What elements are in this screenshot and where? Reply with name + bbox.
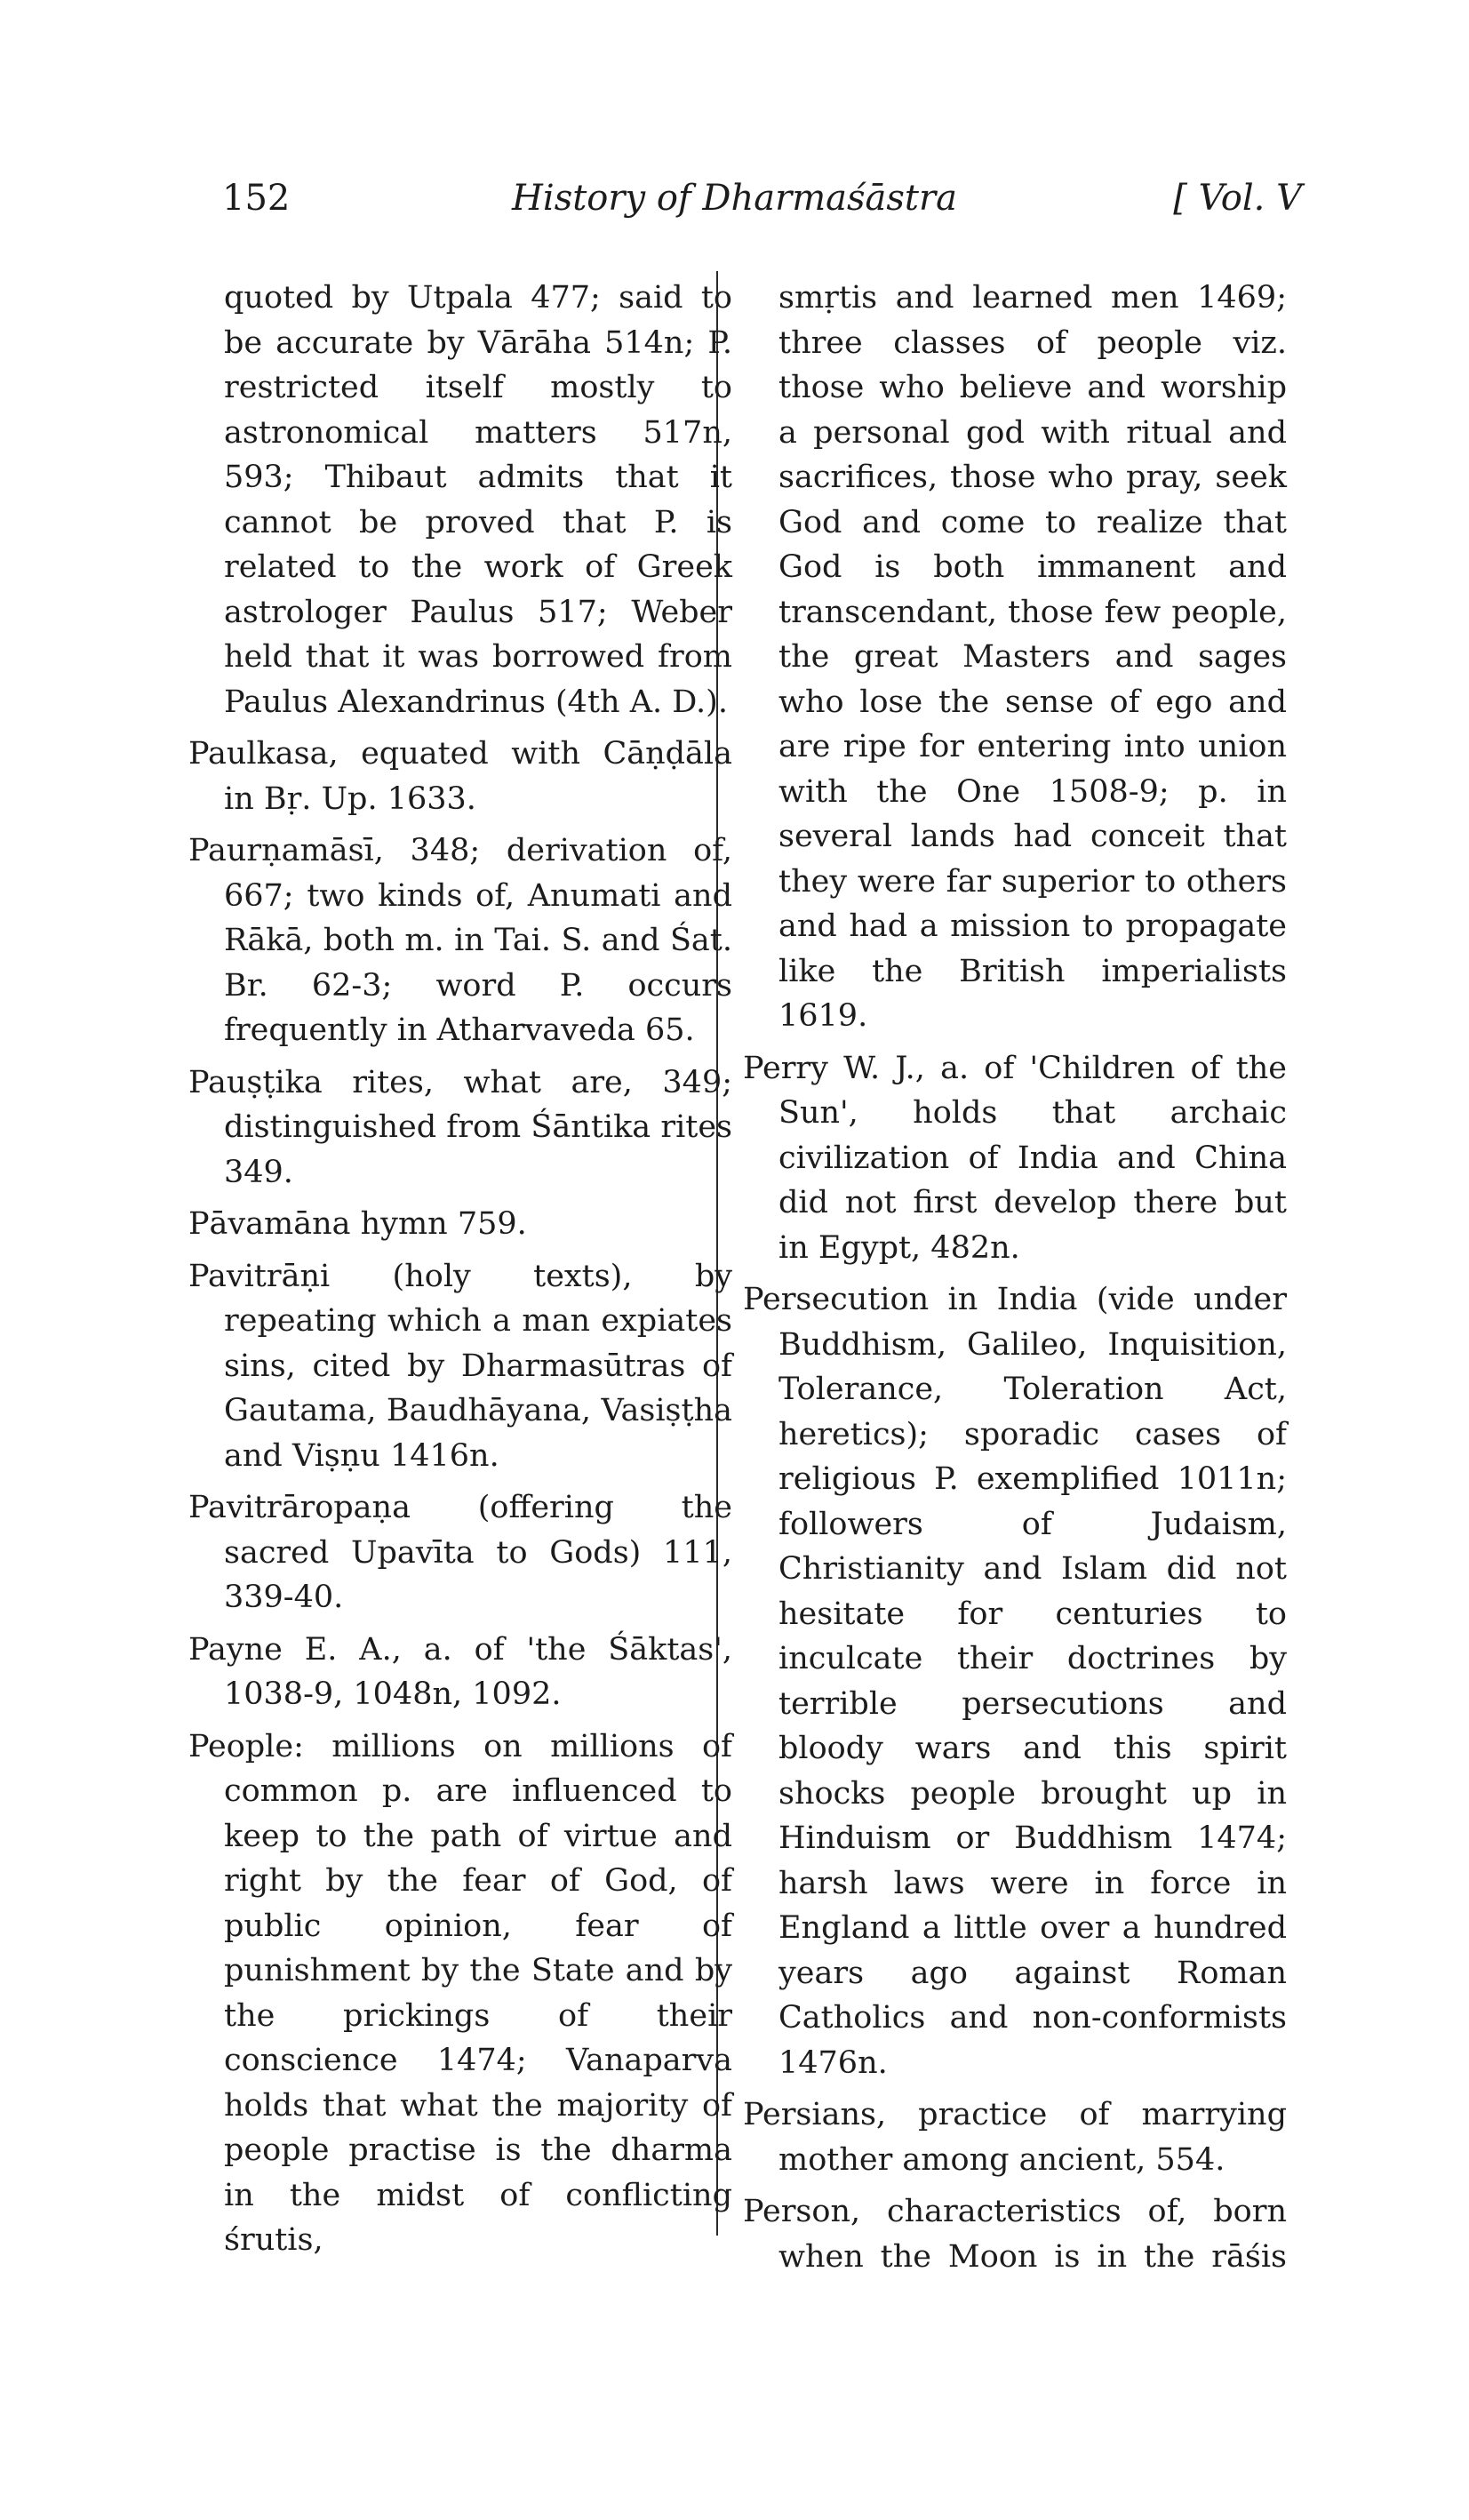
index-entry: Pavitrāropaṇa (offering the sacred Upavīta to Gods) 111, 339-40. [188, 1490, 732, 1615]
volume-label: [ Vol. V [1173, 178, 1302, 219]
index-entry: Payne E. A., a. of 'the Śāktas', 1038-9, 1048n, 1092. [188, 1631, 732, 1712]
index-entry: smṛtis and learned men 1469; three classes of people viz. those who believe and worship a personal god with ritual and sacrifices, those who pray, seek God and come to realize that God is both immanent and transcendant, those few people, the great Masters and sages who lose the sense of ego and are ripe for entering into union with the One 1508-9; p. in several lands had conceit that they were far superior to others and had a mission to propagate like the British imperialists 1619. [778, 280, 1287, 1034]
left-column [188, 276, 732, 2270]
index-entry: Pāvamāna hymn 759. [188, 1206, 527, 1242]
running-title: History of Dharmaśāstra [512, 178, 957, 219]
index-entry: Persecution in India (vide under Buddhism, Galileo, Inquisition, Tolerance, Toleration Act, heretics); sporadic cases of religious P. exemplified 1011n; followers of Judaism, Christianity and Islam did not hesitate for centuries to inculcate their doctrines by terrible persecutions and bloody wars and this spirit shocks people brought up in Hinduism or Buddhism 1474; harsh laws were in force in England a little over a hundred years ago against Roman Catholics and non-conformists 1476n. [743, 1282, 1287, 2081]
index-entry: Person, characteristics of, born when the Moon is in the rāśis [743, 2194, 1287, 2275]
index-entry: Paurṇamāsī, 348; derivation of, 667; two kinds of, Anumati and Rākā, both m. in Tai. S. and Śat. Br. 62-3; word P. occurs frequently in Atharvaveda 65. [188, 833, 732, 1048]
index-entry: People: millions on millions of common p. are influenced to keep to the path of virtue and right by the fear of God, of public opinion, fear of punishment by the State and by the prickings of their conscience 1474; Vanaparva holds that what the majority of people practise is the dharma in the midst of conflicting śrutis, [188, 1728, 732, 2258]
index-entry: Perry W. J., a. of 'Children of the Sun', holds that archaic civilization of India and China did not first develop there but in Egypt, 482n. [743, 1050, 1287, 1266]
index-entry: Pavitrāṇi (holy texts), by repeating which a man expiates sins, cited by Dharmasūtras of Gautama, Baudhāyana, Vasiṣṭha and Viṣṇu 1416n. [188, 1258, 732, 1474]
index-entry: quoted by Utpala 477; said to be accurate by Vārāha 514n; P. restricted itself mostly to astronomical matters 517n, 593; Thibaut admits that it cannot be proved that P. is related to the work of Greek astrologer Paulus 517; Weber held that it was borrowed from Paulus Alexandrinus (4th A. D.). [224, 280, 732, 720]
index-entry: Pauṣṭika rites, what are, 349; distinguished from Śāntika rites 349. [188, 1064, 732, 1190]
index-entry: Paulkasa, equated with Cāṇḍāla in Bṛ. Up. 1633. [188, 736, 732, 817]
running-header [0, 178, 1469, 231]
index-entry: Persians, practice of marrying mother among ancient, 554. [743, 2097, 1287, 2178]
page-number: 152 [222, 178, 291, 219]
right-column [743, 276, 1287, 2286]
